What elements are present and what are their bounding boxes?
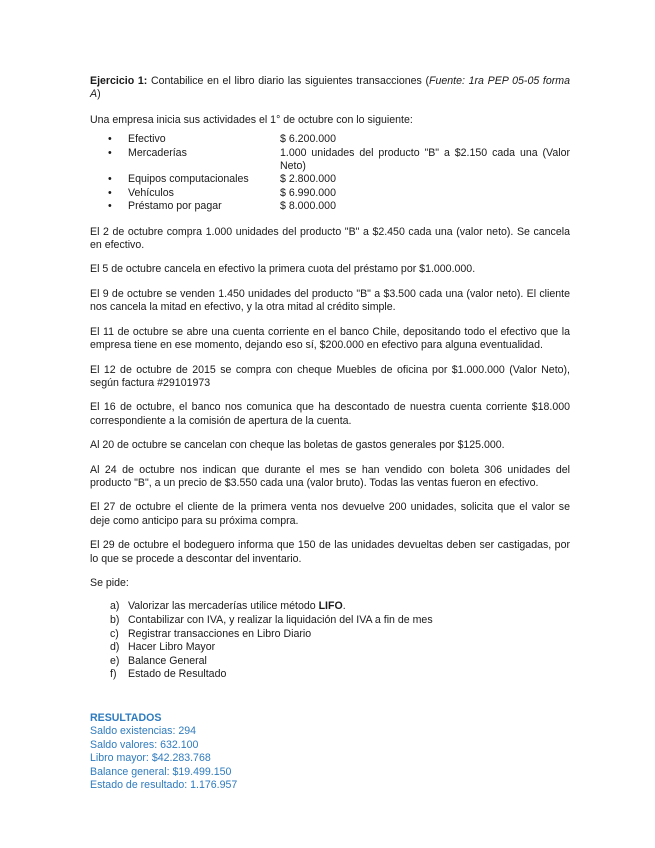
task-list (90, 600, 570, 682)
transaction-paragraph: El 16 de octubre, el banco nos comunica que ha descontado de nuestra cuenta corriente $18.000 correspondiente a la comisión de apertura de la cuenta. (90, 401, 570, 427)
bullet-icon: • (108, 186, 112, 199)
task-item (90, 628, 570, 642)
task-text: Hacer Libro Mayor (128, 641, 216, 654)
task-text: Valorizar las mercaderías utilice método (128, 600, 319, 613)
document-content (90, 75, 570, 792)
asset-item (90, 133, 570, 146)
task-item (90, 614, 570, 628)
exercise-source: Fuente: 1ra PEP 05-05 forma A (90, 75, 570, 101)
task-after: . (342, 600, 346, 613)
asset-item (90, 173, 570, 186)
asset-item (90, 187, 570, 200)
se-pide-heading: Se pide: (90, 576, 129, 589)
result-line: Libro mayor: $42.283.768 (90, 752, 211, 765)
task-text: Estado de Resultado (128, 668, 227, 681)
bullet-icon: • (108, 133, 112, 146)
task-label: a) (110, 600, 120, 613)
task-text: Registrar transacciones en Libro Diario (128, 627, 312, 640)
asset-name: Efectivo (128, 133, 166, 146)
bullet-icon: • (108, 200, 112, 213)
transaction-paragraph: Al 20 de octubre se cancelan con cheque las boletas de gastos generales por $125.000. (90, 439, 505, 452)
exercise-label: Ejercicio 1: (90, 75, 148, 87)
asset-name: Equipos computacionales (128, 173, 249, 186)
task-item (90, 655, 570, 669)
task-label: e) (110, 654, 120, 667)
task-label: d) (110, 641, 120, 654)
task-text: Contabilizar con IVA, y realizar la liquidación del IVA a fin de mes (128, 613, 433, 626)
transaction-paragraph: El 2 de octubre compra 1.000 unidades del producto "B" a $2.450 cada una (valor neto). Se cancela en efectivo. (90, 225, 570, 252)
asset-value: $ 2.800.000 (280, 173, 336, 186)
exercise-text: Contabilice en el libro diario las siguientes transacciones ( (147, 75, 430, 87)
intro-text: Una empresa inicia sus actividades el 1° de octubre con lo siguiente: (90, 113, 413, 126)
results-title: RESULTADOS (90, 711, 162, 724)
result-line: Estado de resultado: 1.176.957 (90, 778, 238, 791)
asset-item (90, 147, 570, 174)
asset-value: $ 6.200.000 (280, 133, 336, 146)
task-item (90, 600, 570, 614)
transaction-paragraph: El 9 de octubre se venden 1.450 unidades del producto "B" a $3.500 cada una (valor neto). El cliente nos cancela la mitad en efectivo, y la otra mitad al crédito simple. (90, 287, 570, 314)
bullet-icon: • (108, 146, 112, 159)
task-text: Balance General (128, 654, 207, 667)
transaction-paragraph: El 29 de octubre el bodeguero informa que 150 de las unidades devueltas deben ser castigadas, por lo que se procede a descontar del inventario. (90, 539, 570, 565)
asset-value: $ 8.000.000 (280, 200, 336, 213)
asset-name: Préstamo por pagar (128, 200, 222, 213)
asset-item (90, 200, 570, 213)
asset-name: Mercaderías (128, 146, 187, 159)
transaction-paragraph: El 27 de octubre el cliente de la primera venta nos devuelve 200 unidades, solicita que el valor se deje como anticipo para su próxima compra. (90, 501, 570, 527)
task-label: b) (110, 613, 120, 626)
exercise-close: ) (97, 88, 101, 101)
results-section (90, 712, 570, 792)
result-line: Saldo existencias: 294 (90, 725, 197, 738)
exercise-title (90, 75, 570, 102)
task-label: f) (110, 668, 117, 681)
asset-list (90, 133, 570, 213)
asset-value: 1.000 unidades del producto "B" a $2.150 cada una (Valor Neto) (280, 146, 570, 173)
transaction-paragraph: Al 24 de octubre nos indican que durante el mes se han vendido con boleta 306 unidades del producto "B", a un precio de $3.550 cada una (valor bruto). Todas las ventas fueron en efectivo. (90, 463, 570, 489)
result-line: Balance general: $19.499.150 (90, 765, 232, 778)
task-item (90, 641, 570, 655)
transaction-paragraph: El 12 de octubre de 2015 se compra con cheque Muebles de oficina por $1.000.000 (Valor Neto), según factura #29101973 (90, 363, 570, 389)
asset-value: $ 6.990.000 (280, 186, 336, 199)
bullet-icon: • (108, 173, 112, 186)
task-label: c) (110, 627, 119, 640)
task-item (90, 668, 570, 682)
result-line: Saldo valores: 632.100 (90, 738, 199, 751)
task-bold: LIFO (318, 600, 343, 613)
transaction-paragraph: El 5 de octubre cancela en efectivo la primera cuota del préstamo por $1.000.000. (90, 263, 476, 276)
asset-name: Vehículos (128, 186, 174, 199)
transaction-paragraph: El 11 de octubre se abre una cuenta corriente en el banco Chile, depositando todo el efectivo que la empresa tiene en ese momento, dejando eso sí, $200.000 en efectivo para alguna eventualidad. (90, 325, 570, 352)
